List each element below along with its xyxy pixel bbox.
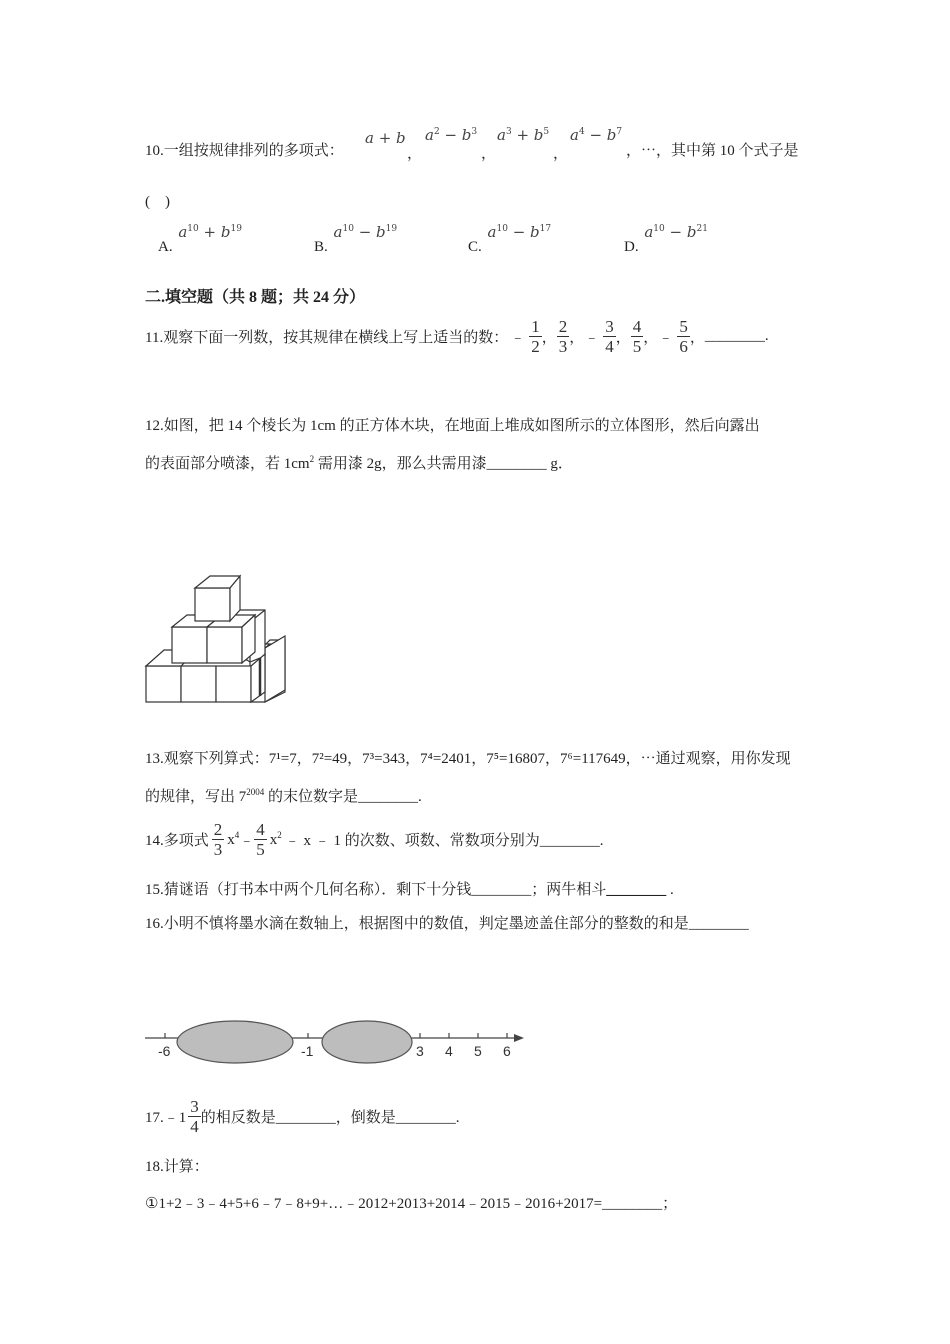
- ink-blot-left: [177, 1021, 293, 1063]
- q10-option-c[interactable]: C. $a^{10} - b^{17}$: [468, 223, 552, 255]
- q11-blank[interactable]: ________.: [704, 327, 769, 344]
- q12-line2: 的表面部分喷漆，若 $1cm^2$ 需用漆 2g，那么共需用漆________ g．: [145, 454, 573, 472]
- q11-frac-4: $\frac{4}{5}$: [632, 316, 642, 356]
- q10-option-b[interactable]: B. $a^{10} - b^{19}$: [314, 223, 398, 255]
- tick-label-4: 4: [445, 1043, 453, 1059]
- q11-frac-3: $\frac{3}{4}$: [605, 316, 614, 356]
- q17-line: 17.﹣1 $\frac{3}{4}$ 的相反数是________，倒数是________.: [145, 1096, 460, 1136]
- q10-sep2: ，: [481, 146, 497, 162]
- q18-line1: ①1+2﹣3﹣4+5+6﹣7﹣8+9+…﹣2012+2013+2014﹣2015﹣2016+2017=________；: [145, 1196, 678, 1212]
- q10-sep1: ，: [407, 146, 423, 162]
- q14-frac-1: $\frac{2}{3}$: [213, 819, 223, 859]
- q18-title: 18.计算：: [145, 1159, 209, 1175]
- q11-frac-1: $\frac{1}{2}$: [531, 316, 540, 356]
- q10-term1: a + b: [365, 129, 406, 147]
- q10-sep3: ，: [553, 146, 569, 162]
- q13-line2: 的规律，写出 $7^{2004}$ 的末位数字是________.: [145, 787, 422, 805]
- q17-frac: $\frac{3}{4}$: [190, 1096, 199, 1136]
- tick-label-5: 5: [474, 1043, 482, 1059]
- q15-line: 15.猜谜语（打书本中两个几何名称）．剩下十分钱________；两牛相斗________ .: [145, 882, 674, 898]
- number-line-figure: [140, 1015, 540, 1065]
- section2-title: 二.填空题（共 8 题；共 24 分）: [145, 289, 366, 306]
- q11-frac-5: $\frac{5}{6}$: [679, 316, 688, 356]
- q14-line: 14.多项式 $\frac{2}{3}$ $x^4$ ﹣ $\frac{4}{5}$ $x^2$ ﹣ x ﹣ 1 的次数、项数、常数项分别为________.: [145, 819, 604, 859]
- q10-term4: $a^4 - b^7$: [570, 126, 623, 144]
- q16-line: 16.小明不慎将墨水滴在数轴上，根据图中的数值，判定墨迹盖住部分的整数的和是________: [145, 916, 749, 932]
- q10-suffix: ，⋯，其中第 10 个式子是: [626, 143, 799, 159]
- ink-blot-right: [322, 1021, 412, 1063]
- q12-line1: 12.如图，把 14 个棱长为 1cm 的正方体木块，在地面上堆成如图所示的立体图形，然后向露出: [145, 418, 760, 434]
- tick-label-neg6: -6: [158, 1043, 171, 1059]
- tick-label-neg1: -1: [301, 1043, 314, 1059]
- q10-option-a[interactable]: A. $a^{10} + b^{19}$: [158, 223, 242, 255]
- q10-term3: $a^3 + b^5$: [497, 126, 550, 144]
- q10-prefix: 10.一组按规律排列的多项式：: [145, 143, 344, 159]
- q10-option-d[interactable]: D. $a^{10} - b^{21}$: [624, 223, 708, 255]
- q10-paren: ( ): [145, 194, 170, 210]
- q11-line: 11.观察下面一列数，按其规律在横线上写上适当的数： ﹣ $\frac{1}{2}$ ， $\frac{2}{3}$ ， ﹣ $\frac{3}{4}$ ， $\frac{4}{5}$ ， ﹣ $\frac{5}{6}$ ， ________.: [145, 316, 769, 356]
- tick-label-3: 3: [416, 1043, 424, 1059]
- q14-frac-2: $\frac{4}{5}$: [256, 819, 265, 859]
- q13-line1: 13.观察下列算式：7¹=7，7²=49，7³=343，7⁴=2401，7⁵=16807，7⁶=117649，⋯通过观察，用你发现: [145, 751, 791, 767]
- q10-term2: $a^2 - b^3$: [425, 126, 478, 144]
- q15-blank-bold[interactable]: ________: [606, 882, 667, 898]
- q10-line: [145, 140, 344, 162]
- cube-stack-figure: [140, 570, 290, 710]
- q11-frac-2: $\frac{2}{3}$: [558, 316, 568, 356]
- tick-label-6: 6: [503, 1043, 511, 1059]
